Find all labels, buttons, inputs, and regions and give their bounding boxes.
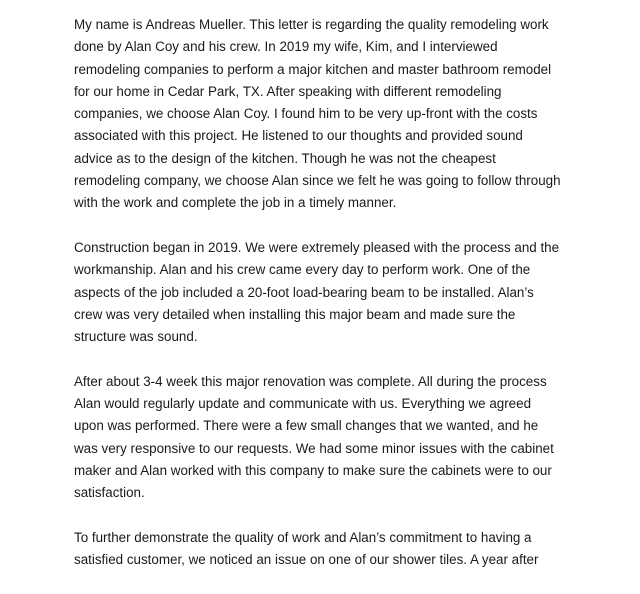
text-line: satisfied customer, we noticed an issue on one of our shower tiles. A year after — [74, 552, 539, 568]
paragraph-construction — [74, 237, 594, 348]
text-line: was very responsive to our requests. We had some minor issues with the cabinet — [74, 440, 554, 456]
paragraph-shower-tiles — [74, 527, 594, 572]
text-line: for our home in Cedar Park, TX. After speaking with different remodeling — [74, 83, 502, 99]
text-line: maker and Alan worked with this company to make sure the cabinets were to our — [74, 462, 552, 478]
text-line: structure was sound. — [74, 329, 198, 345]
text-line: workmanship. Alan and his crew came every day to perform work. One of the — [74, 262, 531, 278]
text-line: remodeling company, we choose Alan since we felt he was going to follow through — [74, 173, 561, 189]
text-line: with the work and complete the job in a timely manner. — [74, 195, 397, 211]
text-line: remodeling companies to perform a major kitchen and master bathroom remodel — [74, 61, 552, 77]
text-line: companies, we choose Alan Coy. I found him to be very up-front with the costs — [74, 106, 538, 122]
text-line: upon was performed. There were a few small changes that we wanted, and he — [74, 418, 539, 434]
paragraph-introduction — [74, 14, 594, 215]
paragraph-completion — [74, 371, 594, 505]
text-line: Construction began in 2019. We were extremely pleased with the process and the — [74, 239, 560, 255]
text-line: advice as to the design of the kitchen. Though he was not the cheapest — [74, 150, 496, 166]
text-line: associated with this project. He listened to our thoughts and provided sound — [74, 128, 523, 144]
letter-body — [74, 14, 594, 594]
text-line: Alan would regularly update and communicate with us. Everything we agreed — [74, 396, 532, 412]
text-line: done by Alan Coy and his crew. In 2019 my wife, Kim, and I interviewed — [74, 39, 498, 55]
text-line: My name is Andreas Mueller. This letter is regarding the quality remodeling work — [74, 17, 549, 32]
text-line: crew was very detailed when installing this major beam and made sure the — [74, 306, 516, 322]
text-line: After about 3-4 week this major renovation was complete. All during the process — [74, 373, 547, 389]
text-line: satisfaction. — [74, 485, 145, 501]
text-line: To further demonstrate the quality of work and Alan’s commitment to having a — [74, 529, 532, 545]
text-line: aspects of the job included a 20-foot load-bearing beam to be installed. Alan’s — [74, 284, 534, 300]
